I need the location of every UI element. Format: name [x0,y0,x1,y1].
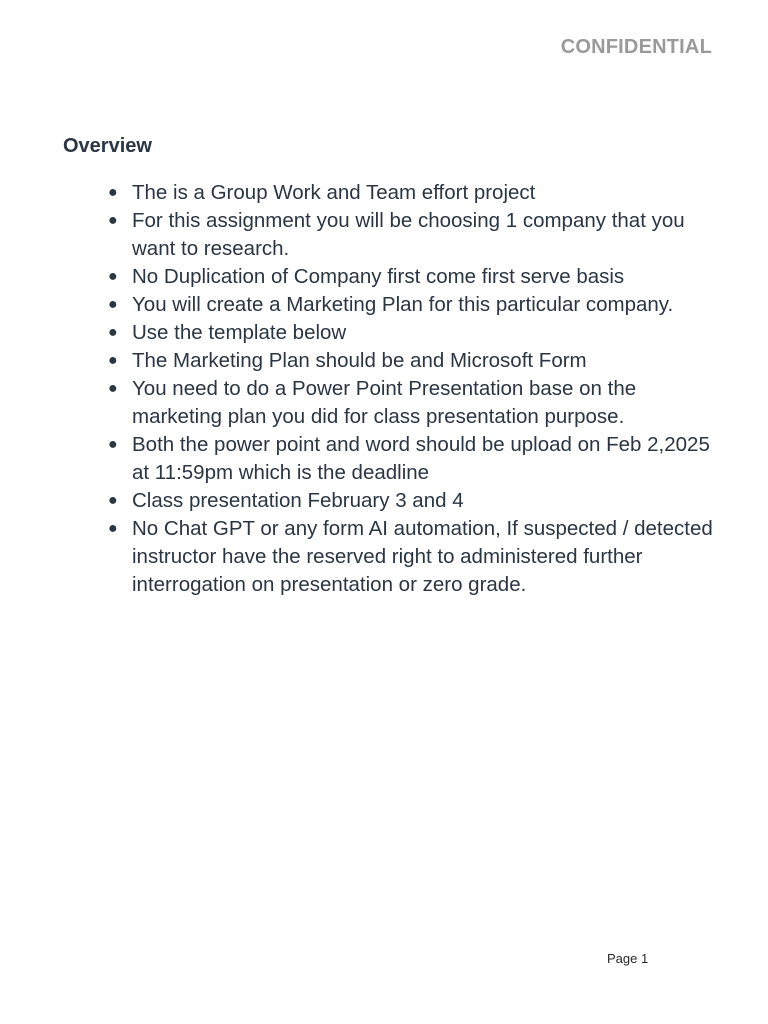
list-item [108,347,723,375]
page-number: Page 1 [607,951,649,966]
list-item-text: Class presentation February 3 and 4 [132,489,464,512]
bullet-icon: ● [108,380,118,397]
bullet-icon: ● [108,212,118,229]
list-item [108,179,723,207]
list-item-text: The Marketing Plan should be and Microsoft Form [132,349,587,372]
confidential-label: CONFIDENTIAL [560,36,712,58]
bullet-icon: ● [108,520,118,537]
list-item-text: No Chat GPT or any form AI automation, If suspected / detected instructor have the reserved right to administered further interrogation on presentation or zero grade. [132,517,713,596]
list-item [108,319,723,347]
list-item [108,263,723,291]
list-item [108,375,723,431]
bullet-icon: ● [108,436,118,453]
list-item-text: No Duplication of Company first come first serve basis [132,265,625,288]
list-item-text: For this assignment you will be choosing 1 company that you want to research. [132,209,685,260]
list-item [108,487,723,515]
list-item [108,291,723,319]
list-item-text: Both the power point and word should be upload on Feb 2,2025 at 11:59pm which is the deadline [132,433,710,484]
overview-heading: Overview [63,135,152,157]
list-item [108,431,723,487]
bullet-icon: ● [108,268,118,285]
bullet-icon: ● [108,492,118,509]
list-item [108,207,723,263]
bullet-icon: ● [108,184,118,201]
list-item [108,515,723,599]
list-item-text: You need to do a Power Point Presentation base on the marketing plan you did for class presentation purpose. [132,377,637,428]
overview-bullet-list [108,179,723,599]
list-item-text: You will create a Marketing Plan for this particular company. [132,293,674,316]
bullet-icon: ● [108,352,118,369]
list-item-text: Use the template below [132,321,347,344]
bullet-icon: ● [108,296,118,313]
list-item-text: The is a Group Work and Team effort project [132,181,536,204]
bullet-icon: ● [108,324,118,341]
